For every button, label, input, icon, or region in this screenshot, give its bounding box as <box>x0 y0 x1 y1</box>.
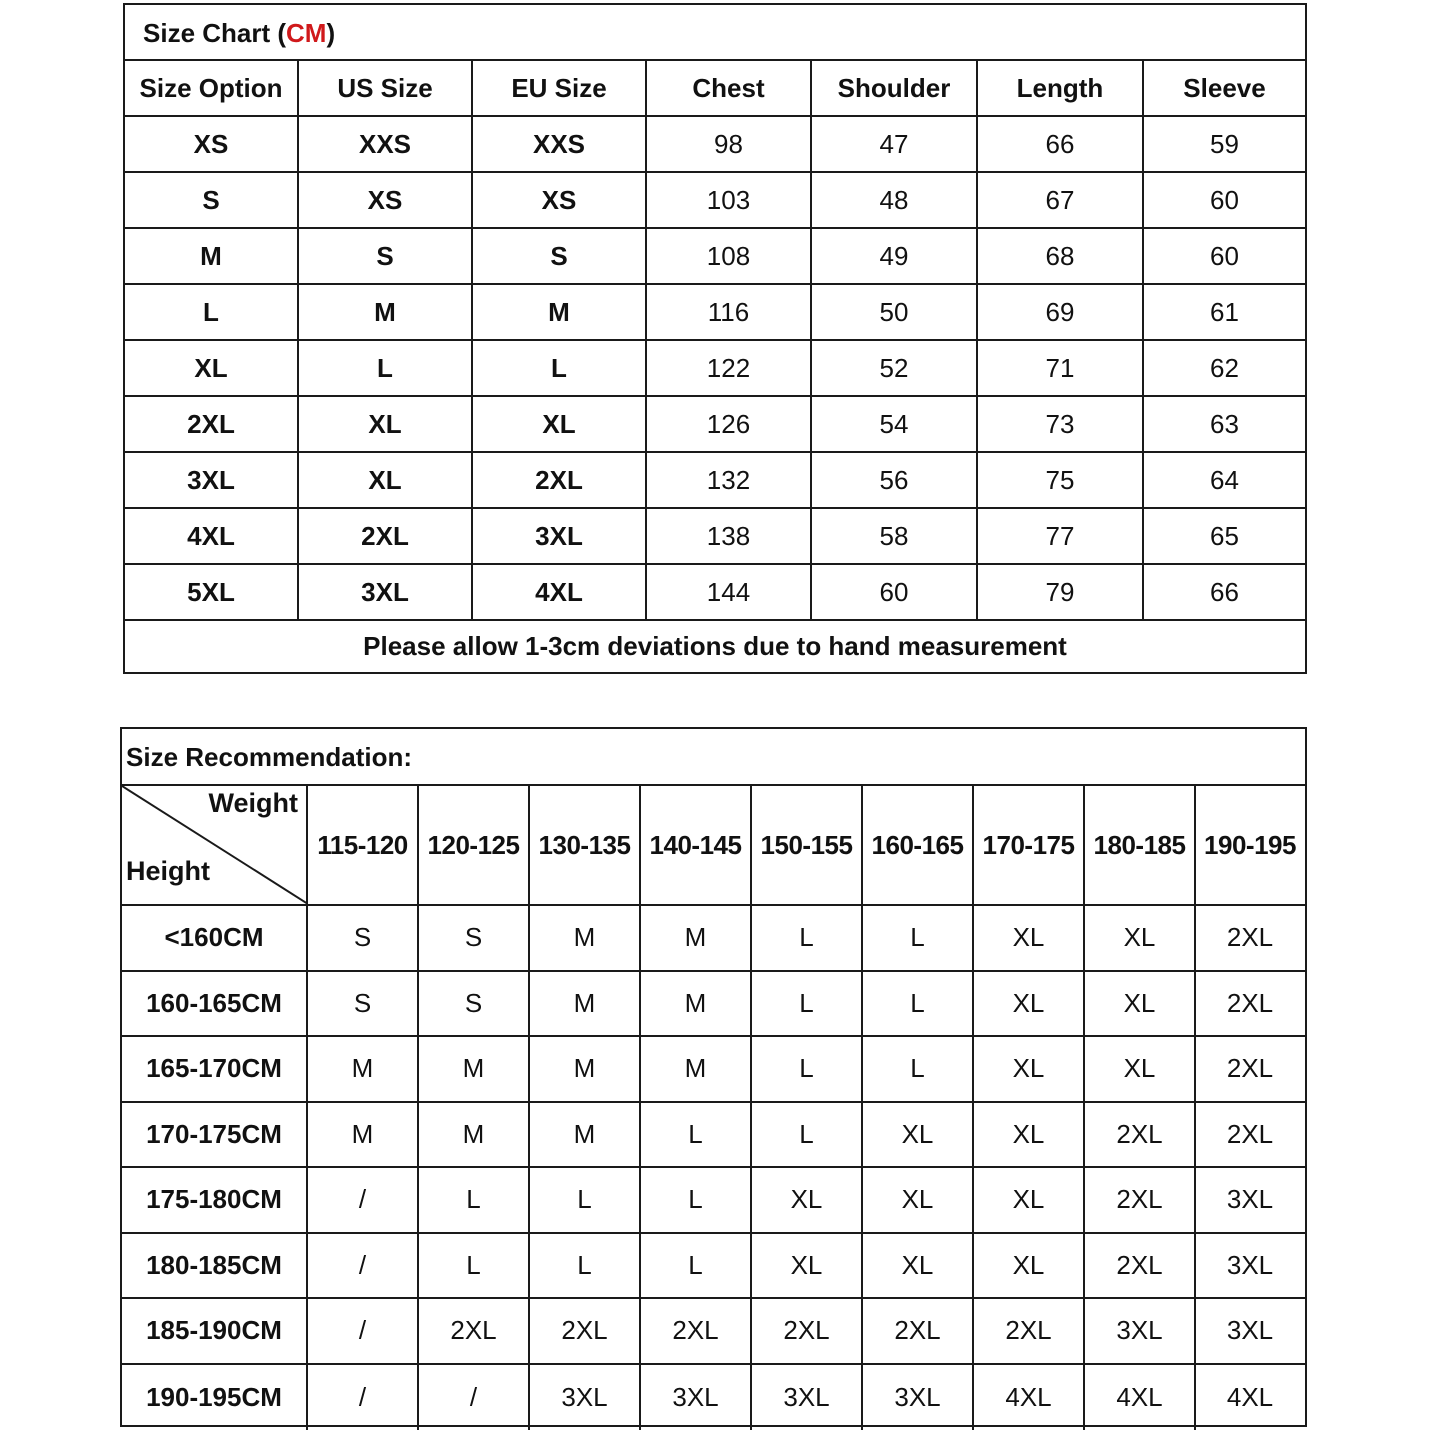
table-cell: 66 <box>1210 576 1239 607</box>
table-cell: L <box>752 1103 863 1167</box>
table-cell: 64 <box>1210 464 1239 495</box>
table-cell: XL <box>974 972 1085 1036</box>
corner-height-label: Height <box>126 856 210 886</box>
table-cell: XL <box>1085 906 1196 970</box>
table-cell: 116 <box>647 285 812 339</box>
table-cell: 75 <box>978 453 1144 507</box>
table-cell: 65 <box>1210 520 1239 551</box>
table-cell: 3XL <box>299 565 473 619</box>
table-row <box>125 173 1305 229</box>
table-cell: 3XL <box>1226 1315 1274 1346</box>
table-cell: M <box>299 285 473 339</box>
table-cell: 58 <box>812 509 978 563</box>
weight-column-header: 150-155 <box>752 786 863 904</box>
table-cell: 126 <box>647 397 812 451</box>
table-cell: XL <box>752 1168 863 1232</box>
table-cell: XL <box>863 1103 974 1167</box>
table-cell: M <box>473 285 647 339</box>
table-cell: 4XL <box>1226 1381 1274 1412</box>
height-row-header: 180-185CM <box>122 1234 308 1298</box>
table-cell: L <box>419 1234 530 1298</box>
table-cell: 3XL <box>530 1365 641 1430</box>
table-cell: 2XL <box>1226 1053 1274 1084</box>
table-cell: S <box>308 906 419 970</box>
table-cell: S <box>308 972 419 1036</box>
table-row <box>125 397 1305 453</box>
weight-column-header: 160-165 <box>863 786 974 904</box>
table-cell: 2XL <box>1085 1168 1196 1232</box>
table-cell: 67 <box>978 173 1144 227</box>
size-chart-title <box>125 5 1305 61</box>
table-cell: M <box>641 972 752 1036</box>
table-cell: M <box>125 229 299 283</box>
weight-header-row <box>122 786 1305 906</box>
weight-column-header: 115-120 <box>308 786 419 904</box>
table-cell: XS <box>299 173 473 227</box>
table-cell: / <box>308 1299 419 1363</box>
table-row <box>122 1037 1305 1103</box>
table-cell: 62 <box>1210 352 1239 383</box>
height-row-header: 170-175CM <box>122 1103 308 1167</box>
table-cell: 2XL <box>1226 987 1274 1018</box>
table-cell: XL <box>1085 1037 1196 1101</box>
table-cell: L <box>641 1234 752 1298</box>
table-cell: S <box>299 229 473 283</box>
table-row <box>122 1103 1305 1169</box>
table-cell: 144 <box>647 565 812 619</box>
table-cell: L <box>530 1168 641 1232</box>
table-cell: XXS <box>299 117 473 171</box>
table-cell: 3XL <box>1226 1184 1274 1215</box>
table-cell: S <box>473 229 647 283</box>
table-cell: 60 <box>1210 184 1239 215</box>
table-row <box>122 972 1305 1038</box>
table-cell: 5XL <box>125 565 299 619</box>
column-header: EU Size <box>473 61 647 115</box>
table-cell: 77 <box>978 509 1144 563</box>
table-row <box>122 1234 1305 1300</box>
table-cell: 50 <box>812 285 978 339</box>
table-row <box>122 906 1305 972</box>
table-cell: XL <box>473 397 647 451</box>
table-cell: 60 <box>812 565 978 619</box>
table-cell: 2XL <box>974 1299 1085 1363</box>
table-cell: / <box>308 1234 419 1298</box>
table-cell: 4XL <box>974 1365 1085 1430</box>
height-row-header: 190-195CM <box>122 1365 308 1430</box>
table-cell: L <box>641 1103 752 1167</box>
table-cell: M <box>641 906 752 970</box>
size-chart-grid <box>125 61 1305 621</box>
table-cell: L <box>863 906 974 970</box>
table-cell: / <box>308 1365 419 1430</box>
table-cell: XL <box>863 1168 974 1232</box>
table-cell: 2XL <box>752 1299 863 1363</box>
table-cell: 2XL <box>530 1299 641 1363</box>
table-cell: 3XL <box>1226 1249 1274 1280</box>
table-cell: M <box>530 1103 641 1167</box>
size-recommendation-table <box>120 727 1307 1427</box>
table-cell: 61 <box>1210 296 1239 327</box>
table-row <box>122 1365 1305 1430</box>
table-cell: M <box>641 1037 752 1101</box>
table-cell: L <box>473 341 647 395</box>
column-header: Chest <box>647 61 812 115</box>
corner-weight-label: Weight <box>208 788 298 818</box>
table-cell: 54 <box>812 397 978 451</box>
table-cell: 4XL <box>125 509 299 563</box>
table-cell: L <box>299 341 473 395</box>
table-cell: 52 <box>812 341 978 395</box>
height-row-header: 185-190CM <box>122 1299 308 1363</box>
table-cell: 47 <box>812 117 978 171</box>
table-cell: M <box>419 1103 530 1167</box>
table-cell: 49 <box>812 229 978 283</box>
table-cell: S <box>419 906 530 970</box>
table-cell: M <box>308 1037 419 1101</box>
table-cell: XL <box>1085 972 1196 1036</box>
table-cell: 56 <box>812 453 978 507</box>
weight-column-header: 180-185 <box>1085 786 1196 904</box>
table-cell: 79 <box>978 565 1144 619</box>
weight-column-header: 190-195 <box>1204 829 1296 860</box>
table-cell: 69 <box>978 285 1144 339</box>
table-cell: 98 <box>647 117 812 171</box>
table-cell: XS <box>473 173 647 227</box>
weight-column-header: 170-175 <box>974 786 1085 904</box>
table-cell: 3XL <box>863 1365 974 1430</box>
table-cell: L <box>752 906 863 970</box>
table-cell: 132 <box>647 453 812 507</box>
table-cell: XL <box>974 1234 1085 1298</box>
table-cell: 3XL <box>473 509 647 563</box>
weight-height-corner-cell <box>122 786 308 904</box>
size-recommendation-title: Size Recommendation: <box>122 729 1305 786</box>
table-cell: L <box>752 972 863 1036</box>
table-cell: XL <box>299 397 473 451</box>
table-cell: 66 <box>978 117 1144 171</box>
table-cell: XXS <box>473 117 647 171</box>
table-cell: 4XL <box>1085 1365 1196 1430</box>
table-cell: 59 <box>1210 128 1239 159</box>
table-cell: L <box>641 1168 752 1232</box>
table-cell: L <box>419 1168 530 1232</box>
table-cell: XL <box>125 341 299 395</box>
size-chart-header-row <box>125 61 1305 117</box>
table-row <box>122 1168 1305 1234</box>
table-cell: M <box>530 1037 641 1101</box>
column-header: Shoulder <box>812 61 978 115</box>
table-cell: XS <box>125 117 299 171</box>
table-cell: XL <box>974 906 1085 970</box>
weight-column-header: 130-135 <box>530 786 641 904</box>
table-cell: 68 <box>978 229 1144 283</box>
size-chart-title-unit: CM <box>286 18 327 48</box>
measurement-note: Please allow 1-3cm deviations due to hand measurement <box>363 631 1067 661</box>
table-cell: 71 <box>978 341 1144 395</box>
table-cell: L <box>863 972 974 1036</box>
table-cell: 2XL <box>863 1299 974 1363</box>
table-row <box>122 1299 1305 1365</box>
table-cell: 63 <box>1210 408 1239 439</box>
table-cell: M <box>530 906 641 970</box>
table-row <box>125 509 1305 565</box>
table-cell: L <box>125 285 299 339</box>
table-cell: L <box>752 1037 863 1101</box>
table-cell: XL <box>974 1037 1085 1101</box>
table-cell: M <box>308 1103 419 1167</box>
table-cell: 108 <box>647 229 812 283</box>
height-row-header: <160CM <box>122 906 308 970</box>
table-cell: 2XL <box>125 397 299 451</box>
table-row <box>125 565 1305 621</box>
table-row <box>125 453 1305 509</box>
table-cell: M <box>419 1037 530 1101</box>
table-cell: S <box>419 972 530 1036</box>
table-cell: L <box>863 1037 974 1101</box>
weight-column-header: 120-125 <box>419 786 530 904</box>
table-cell: 2XL <box>1226 922 1274 953</box>
table-row <box>125 341 1305 397</box>
table-cell: XL <box>863 1234 974 1298</box>
table-cell: 3XL <box>1085 1299 1196 1363</box>
table-cell: 4XL <box>473 565 647 619</box>
table-row <box>125 285 1305 341</box>
table-cell: 2XL <box>641 1299 752 1363</box>
table-cell: / <box>419 1365 530 1430</box>
table-cell: 48 <box>812 173 978 227</box>
table-cell: 122 <box>647 341 812 395</box>
column-header: Length <box>978 61 1144 115</box>
table-cell: XL <box>974 1168 1085 1232</box>
table-cell: 2XL <box>473 453 647 507</box>
table-cell: 2XL <box>1085 1103 1196 1167</box>
table-cell: 2XL <box>299 509 473 563</box>
height-row-header: 165-170CM <box>122 1037 308 1101</box>
weight-column-header: 140-145 <box>641 786 752 904</box>
table-cell: 138 <box>647 509 812 563</box>
table-cell: 60 <box>1210 240 1239 271</box>
column-header: US Size <box>299 61 473 115</box>
table-cell: XL <box>752 1234 863 1298</box>
table-cell: 3XL <box>125 453 299 507</box>
column-header: Size Option <box>125 61 299 115</box>
size-chart-table <box>123 3 1307 674</box>
size-chart-title-suffix: ) <box>326 18 336 48</box>
height-row-header: 160-165CM <box>122 972 308 1036</box>
table-cell: 2XL <box>1226 1118 1274 1149</box>
size-chart-title-prefix: Size Chart ( <box>143 18 287 48</box>
recommendation-grid <box>122 906 1305 1430</box>
table-row <box>125 229 1305 285</box>
table-cell: 103 <box>647 173 812 227</box>
table-cell: XL <box>299 453 473 507</box>
table-cell: XL <box>974 1103 1085 1167</box>
table-cell: M <box>530 972 641 1036</box>
table-cell: 3XL <box>752 1365 863 1430</box>
table-cell: 2XL <box>419 1299 530 1363</box>
table-cell: / <box>308 1168 419 1232</box>
table-row <box>125 117 1305 173</box>
table-cell: 2XL <box>1085 1234 1196 1298</box>
table-cell: S <box>125 173 299 227</box>
column-header: Sleeve <box>1183 72 1266 103</box>
height-row-header: 175-180CM <box>122 1168 308 1232</box>
table-cell: L <box>530 1234 641 1298</box>
table-cell: 3XL <box>641 1365 752 1430</box>
table-cell: 73 <box>978 397 1144 451</box>
